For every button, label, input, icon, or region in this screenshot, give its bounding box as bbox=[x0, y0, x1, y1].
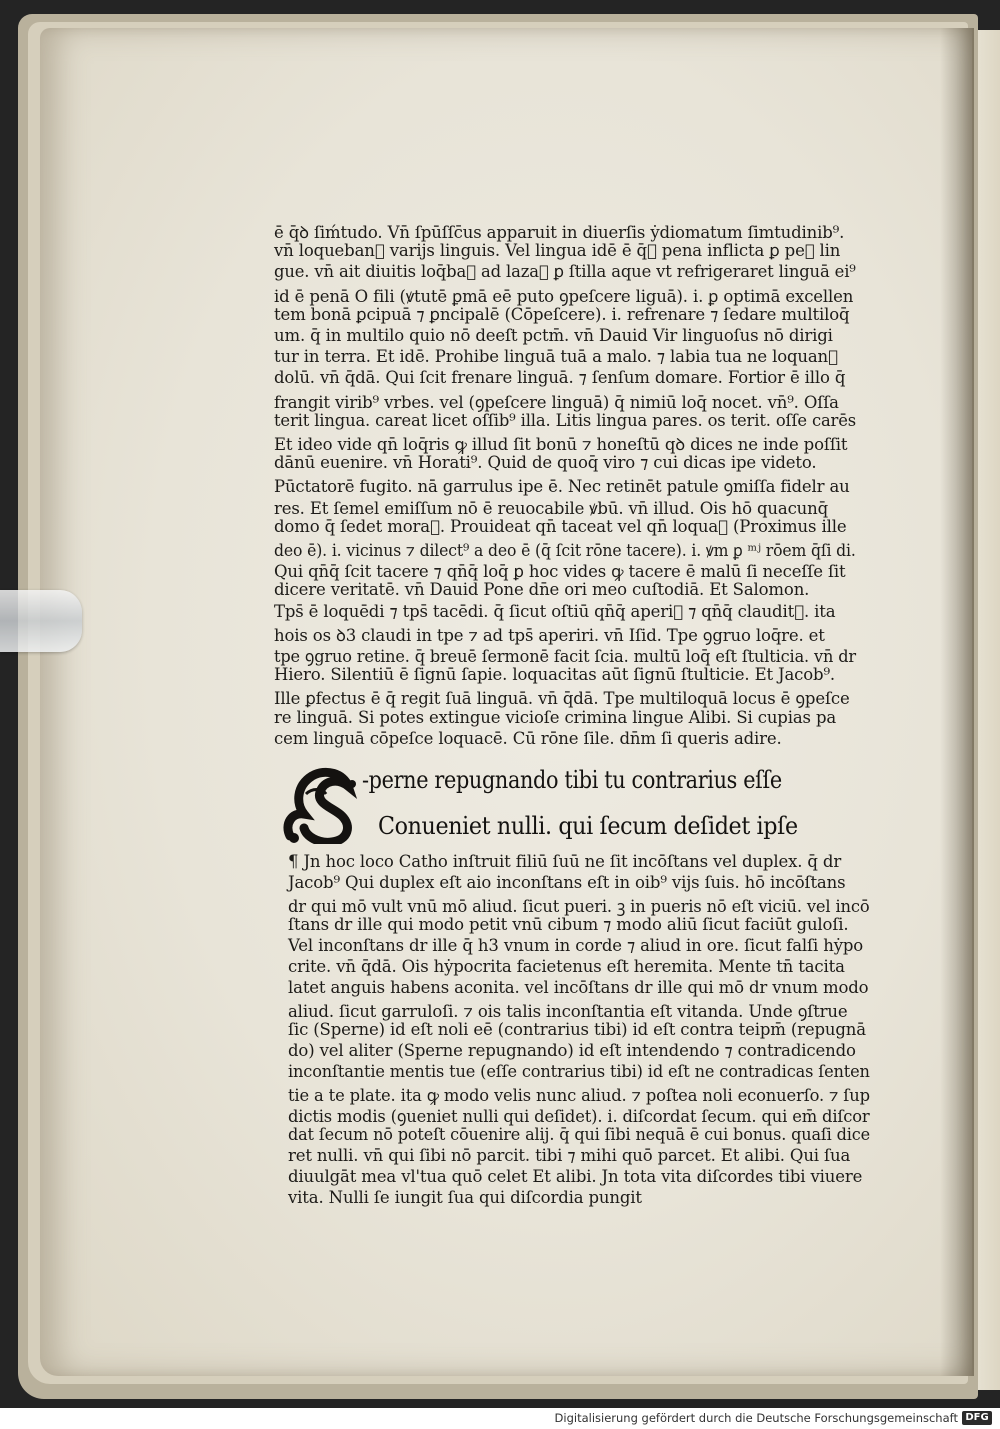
body-line: ē q̄ꝺ ſiḿtudo. Vn̄ ſpūſſc̄us apparuit in diuerſis ẏdiomatum ſimtudinib⁹. bbox=[274, 223, 845, 242]
body-line: id ē penā O fili (ꝟtutē ꝑmā eē puto ꝯpeſcere liguā). i. ꝑ optimā excellen bbox=[274, 286, 854, 306]
body-line: domo q̄ ſedet moraᷣ. Prouideat qn̄ taceat vel qn̄ loquaᷣ (Proximus ille bbox=[274, 516, 847, 536]
commentary-line: tie a te plate. ita ꝙ modo velis nunc aliud. ⁊ poſtea noli econuerſo. ⁊ ſup bbox=[288, 1086, 870, 1105]
body-line: dolū. vn̄ q̄dā. Qui ſcit frenare linguā. ⁊ ſenſum domare. Fortior ē illo q̄ bbox=[274, 368, 846, 388]
commentary-line: diuulgāt mea vl'tua quō celet Et alibi. Jn tota vita diſcordes tibi viuere bbox=[288, 1167, 863, 1186]
dfg-logo: DFG bbox=[962, 1411, 992, 1425]
body-line: hois os ꝺ3 claudi in tpe ⁊ ad tps̄ aperiri. vn̄ Iſid. Tpe ꝯgruo loq̄re. et bbox=[274, 625, 825, 645]
body-line: deo ē). i. vicinus ⁊ dilect⁹ a deo ē (q̄ ſcit rōne tacere). i. ꝟm ꝑ ᵐʲ rōem q̄ſi di. bbox=[274, 541, 856, 560]
body-line: Ille ꝑfectus ē q̄ regit ſuā linguā. vn̄ q̄dā. Tpe multiloquā locus ē ꝯpeſce bbox=[274, 689, 850, 709]
commentary-line: ¶ Jn hoc loco Catho inſtruit filiū ſuū ne ſit incōſtans vel duplex. q̄ dr bbox=[288, 852, 842, 871]
body-line: gue. vn̄ ait diuitis loq̄baᷣ ad lazaꝝ ꝑ ſtilla aque vt refrigeraret linguā ei⁹ bbox=[274, 262, 856, 282]
body-line: frangit virib⁹ vrbes. vel (ꝯpeſcere linguā) q̄ nimiū loq̄ nocet. vn̄⁹. Oſſa bbox=[274, 392, 839, 412]
commentary-line: latet anguis habens aconita. vel incōſtans dr ille qui mō dr vnum modo bbox=[288, 978, 869, 997]
commentary-line: vita. Nulli ſe iungit ſua qui diſcordia pungit bbox=[288, 1188, 642, 1207]
verse-line-1: -perne repugnando tibi tu contrarius eſſe bbox=[362, 766, 782, 794]
page-clip bbox=[0, 590, 82, 652]
body-line: res. Et ſemel emiſſum nō ē reuocabile ꝟbū. vn̄ illud. Ois hō quacunq̄ bbox=[274, 498, 829, 518]
body-line: vn̄ loquebanᷣ varijs linguis. Vel lingua idē ē q̄ꝺ pena inflicta ꝑ peꝯ lin bbox=[274, 241, 841, 261]
body-line: tpe ꝯgruo retine. q̄ breuē ſermonē facit ſcia. multū loq̄ eſt ſtulticia. vn̄ dr bbox=[274, 647, 856, 666]
body-line: Hiero. Silentiū ē ſignū ſapie. loquacitas aūt ſignū ſtulticie. Et Jacob⁹. bbox=[274, 665, 836, 685]
body-line: tem bonā ꝑcipuā ⁊ ꝑncipalē (Cōpeſcere). i. refrenare ⁊ ſedare multiloq̄ bbox=[274, 304, 850, 324]
commentary-line: ſic (Sperne) id eſt noli eē (contrarius tibi) id eſt contra teipm̄ (repugnā bbox=[288, 1020, 866, 1039]
body-line: dānū euenire. vn̄ Horati⁹. Quid de quoq̄ viro ⁊ cui dicas ipe videto. bbox=[274, 453, 817, 473]
commentary-line: Vel inconſtans dr ille q̄ h3 vnum in corde ⁊ aliud in ore. ſicut falſi hẏpo bbox=[288, 936, 864, 955]
footer-bar bbox=[0, 1408, 1000, 1429]
body-line: tur in terra. Et idē. Prohibe linguā tuā a malo. ⁊ labia tua ne loquanᷣ bbox=[274, 347, 838, 367]
body-line: re linguā. Si potes extingue vicioſe crimina lingue Alibi. Si cupias pa bbox=[274, 707, 837, 727]
body-line: um. q̄ in multilo quio nō deeſt pctm̄. vn̄ Dauid Vir linguoſus nō dirigi bbox=[274, 326, 833, 345]
commentary-line: dictis modis (ꝯueniet nulli qui deſidet). i. diſcordat ſecum. qui em̄ diſcor bbox=[288, 1107, 870, 1126]
commentary-line: do) vel aliter (Sperne repugnando) id eſt intendendo ⁊ contradicendo bbox=[288, 1041, 856, 1060]
commentary-line: ſtans dr ille qui modo petit vnū cibum ⁊ modo aliū ſicut faciūt guloſi. bbox=[288, 915, 849, 934]
body-line: dicere veritatē. vn̄ Dauid Pone dn̄e ori meo cuſtodiā. Et Salomon. bbox=[274, 580, 810, 600]
body-line: Tps̄ ē loquēdi ⁊ tps̄ tacēdi. q̄ ſicut oſtiū qn̄q̄ aperiᷣ ⁊ qn̄q̄ clauditᷣ. ita bbox=[274, 601, 836, 621]
decorated-initial bbox=[282, 764, 368, 844]
gutter-shadow bbox=[940, 28, 974, 1376]
commentary-line: Jacob⁹ Qui duplex eſt aio inconſtans eſt in oib⁹ vijs ſuis. hō incōſtans bbox=[288, 873, 846, 892]
commentary-line: ret nulli. vn̄ qui ſibi nō parcit. tibi ⁊ mihi quō parcet. Et alibi. Qui ſua bbox=[288, 1146, 851, 1165]
commentary-line: crite. vn̄ q̄dā. Ois hẏpocrita facietenus eſt heremita. Mente tn̄ tacita bbox=[288, 957, 845, 976]
body-line: cem linguā cōpeſce loquacē. Cū rōne ſile. dn̄m ſi queris adire. bbox=[274, 728, 782, 748]
funding-notice: Digitalisierung gefördert durch die Deutsche Forschungsgemeinschaft bbox=[554, 1411, 958, 1425]
verse-line-2: Conueniet nulli. qui ſecum deſidet ipſe bbox=[378, 812, 798, 840]
initial-flourish-icon bbox=[282, 764, 368, 844]
body-line: Qui qn̄q̄ ſcit tacere ⁊ qn̄q̄ loq̄ ꝑ hoc vides ꝙ tacere ē malū ſi neceſſe ſit bbox=[274, 562, 846, 582]
commentary-line: aliud. ſicut garruloſi. ⁊ ois talis inconſtantia eſt vitanda. Unde ꝯſtrue bbox=[288, 1002, 848, 1021]
commentary-line: inconſtantie mentis tue (eſſe contrarius tibi) id eſt ne contradicas ſenten bbox=[288, 1062, 870, 1081]
commentary-line: dr qui mō vult vnū mō aliud. ſicut pueri. ꝫ in pueris nō eſt viciū. vel incō bbox=[288, 897, 870, 916]
body-line: Pūctatorē fugito. nā garrulus ipe ē. Nec retinēt patule ꝯmiſſa fidelr au bbox=[274, 477, 850, 497]
commentary-line: dat ſecum nō poteſt cōuenire alij. q̄ qui ſibi nequā ē cui bonus. quaſi dice bbox=[288, 1125, 870, 1144]
body-line: Et ideo vide qn̄ loq̄ris ꝙ illud ſit bonū ⁊ honeſtū qꝺ dices ne inde poſſit bbox=[274, 435, 848, 454]
body-line: terit lingua. careat licet oſſib⁹ illa. Litis lingua pares. os terit. oſſe carēs bbox=[274, 410, 857, 430]
